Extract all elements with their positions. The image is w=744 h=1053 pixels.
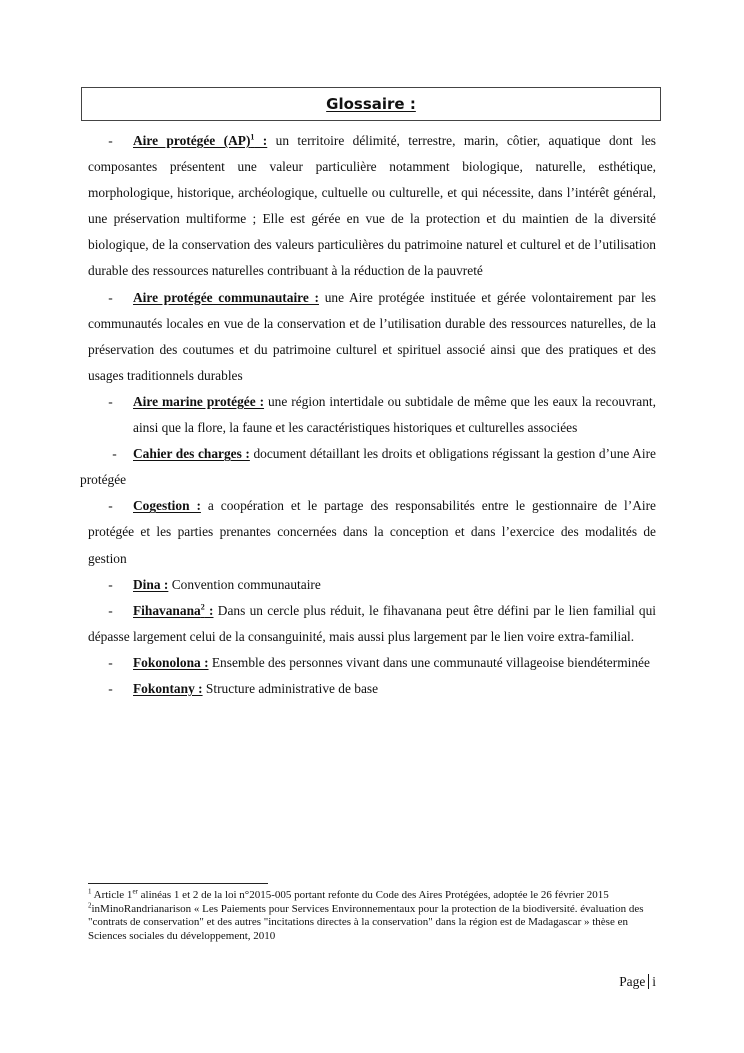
term-text: Aire protégée (AP) <box>133 133 251 148</box>
glossary-title: Glossaire : <box>326 95 416 113</box>
page-separator <box>648 974 649 989</box>
footnote-ref[interactable]: 1 <box>250 132 255 142</box>
footnote-text: alinéas 1 et 2 de la loi n°2015-005 portant refonte du Code des Aires Protégées, adoptée le 26 février 2015 <box>137 889 609 901</box>
glossary-term: Aire marine protégée : <box>133 393 265 409</box>
footnote-ref[interactable]: 2 <box>200 602 205 612</box>
glossary-definition: une Aire protégée instituée et gérée volontairement par les communautés locales en vue de la conservation et de l’utilisation durable des ressources naturelles, de la préservation des coutumes et du patrimoine culturel et spirituel associé ainsi que des pratiques et des usages traditionnels durables <box>88 289 656 383</box>
glossary-definition: un territoire délimité, terrestre, marin, côtier, aquatique dont les composantes présentent une valeur particulière notamment biologique, naturelle, esthétique, morphologique, historique, archéologique, cultuelle ou culturelle, et qui nécessite, dans l’intérêt général, une préservation multiforme ; Elle est gérée en vue de la protection et du maintien de la diversité biologique, de la conservation des valeurs particulières du patrimoine naturel et culturel et de l’utilisation durable des ressources naturelles contribuant à la réduction de la pauvreté <box>88 133 657 279</box>
footnote-1 <box>88 889 656 903</box>
footnote-text: inMinoRandrianarison « Les Paiements pour Services Environnementaux pour la protection de la biodiversité. évaluation des "contrats de conservation" et des autres "incitations directes à la conservation" dans la région est de Madagascar » thèse en Sciences sociales du développement, 2010 <box>88 902 644 942</box>
term-text: Fihavanana <box>133 602 201 618</box>
glossary-definition: une région intertidale ou subtidale de même que les eaux la recouvrant, ainsi que la flore, la faune et les caractéristiques historiques et culturelles associées <box>133 393 656 436</box>
glossary-term: Cahier des charges : <box>133 446 250 462</box>
glossary-entry-fokontany <box>88 676 656 702</box>
page-number-value: i <box>652 974 656 989</box>
page-number <box>619 974 656 990</box>
glossary-term: Cogestion : <box>133 498 201 514</box>
term-colon: : <box>254 133 268 148</box>
list-dash: - <box>108 602 113 618</box>
glossary-list <box>0 128 744 702</box>
glossary-definition: Structure administrative de base <box>202 680 379 696</box>
footnote-mark: 1 <box>88 887 92 896</box>
glossary-term: Fokonolona : <box>133 654 209 670</box>
list-dash: - <box>108 289 113 305</box>
glossary-entry-fokonolona <box>88 650 656 676</box>
glossary-entry-cahier-des-charges <box>80 441 656 493</box>
list-dash: - <box>108 654 113 670</box>
list-dash: - <box>108 680 113 696</box>
list-dash: - <box>108 393 113 409</box>
glossary-definition: Ensemble des personnes vivant dans une communauté villageoise biendéterminée <box>208 654 650 670</box>
footnote-mark: 2 <box>88 900 92 909</box>
glossary-title-box <box>81 87 661 121</box>
page-label: Page <box>619 974 646 989</box>
list-dash: - <box>108 498 113 514</box>
glossary-entry-cogestion <box>88 493 656 571</box>
glossary-entry-fihavanana <box>88 598 656 650</box>
footnotes <box>88 889 656 943</box>
glossary-entry-aire-protegee <box>88 128 656 285</box>
glossary-definition: a coopération et le partage des responsabilités entre le gestionnaire de l’Aire protégée et les parties prenantes concernées dans la conception et dans l’exercice des modalités de gestion <box>88 498 656 566</box>
glossary-term: Fokontany : <box>133 680 203 696</box>
footnote-text: Article 1 <box>91 889 133 901</box>
glossary-term: Dina : <box>133 576 169 592</box>
glossary-entry-aire-marine-protegee <box>108 389 656 441</box>
term-colon: : <box>204 602 214 618</box>
list-dash: - <box>108 576 113 592</box>
glossary-entry-aire-protegee-communautaire <box>88 285 656 389</box>
glossary-term <box>133 603 213 618</box>
ordinal-suffix: er <box>132 887 138 896</box>
list-dash: - <box>112 446 117 462</box>
glossary-term: Aire protégée communautaire : <box>133 289 319 305</box>
glossary-definition: document détaillant les droits et obligations régissant la gestion d’une Aire protégée <box>80 446 656 488</box>
glossary-definition: Dans un cercle plus réduit, le fihavanana peut être défini par le lien familial qui dépasse largement celui de la consanguinité, mais aussi plus largement par le lien voire extra-familial. <box>88 602 656 644</box>
footnote-2 <box>88 900 656 944</box>
glossary-entry-dina <box>88 572 656 598</box>
glossary-definition: Convention communautaire <box>168 576 321 592</box>
list-dash: - <box>108 133 113 148</box>
footnote-separator <box>88 883 268 884</box>
glossary-term <box>133 133 267 148</box>
